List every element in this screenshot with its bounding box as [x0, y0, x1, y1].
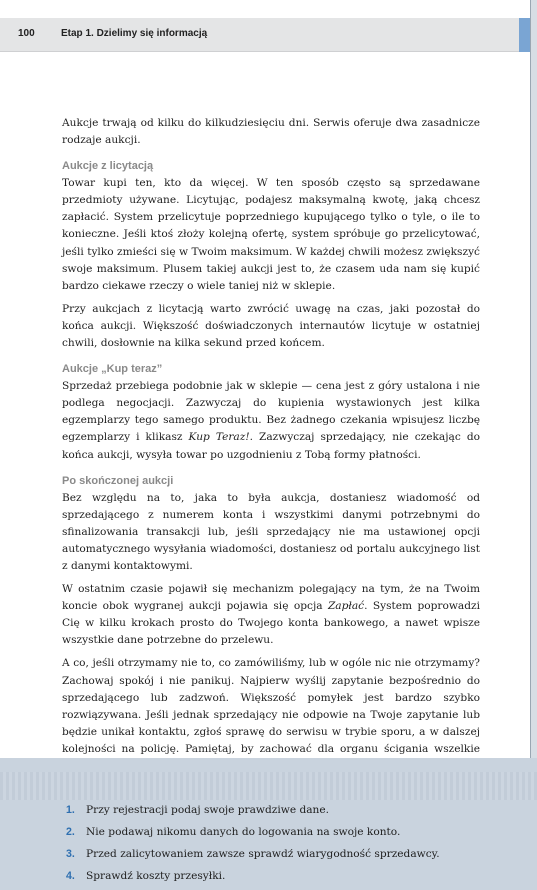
text-run: Sprzedaż przebiega podobnie jak w sklepie — cena jest z góry ustalona i nie podlega negocjacji. Zazwyczaj do kupienia wystawionych jest kilka egzemplarzy tego samego produktu. Bez żadnego czekania wpisujesz liczbę egzemplarzy i klikasz — [62, 380, 480, 444]
page-number: 100 — [18, 28, 35, 39]
viewer-bottom-area — [0, 758, 537, 800]
list-number: 1. — [66, 804, 75, 817]
po-aukcji-paragraph-2 — [62, 581, 480, 649]
list-item — [62, 802, 480, 819]
page-header — [0, 18, 530, 52]
list-item — [62, 824, 480, 841]
list-item — [62, 868, 480, 885]
viewer-bottom-strip — [0, 772, 537, 800]
heading-kup-teraz: Aukcje „Kup teraz” — [62, 363, 163, 376]
viewer-right-edge — [531, 0, 537, 758]
list-number: 3. — [66, 848, 75, 861]
heading-po-aukcji: Po skończonej aukcji — [62, 474, 174, 487]
list-text: Przy rejestracji podaj swoje prawdziwe dane. — [86, 804, 330, 817]
intro-paragraph: Aukcje trwają od kilku do kilkudziesięciu dni. Serwis oferuje dwa zasadnicze rodzaje aukcji. — [62, 117, 480, 147]
text-run: . Zazwyczaj sprzedający, nie czekając do końca aukcji, wysyła towar po uzgodnieniu z Tobą formy płatności. — [62, 431, 480, 461]
po-aukcji-paragraph-3: A co, jeśli otrzymamy nie to, co zamówiliśmy, lub w ogóle nic nie otrzymamy? Zachowaj spokój i nie panikuj. Najpierw wyślij zapytanie bezpośrednio do sprzedającego lub zadzwoń. Większość pomyłek jest bardzo szybko rozwiązywana. Jeśli jednak sprzedający nie odpowie na Twoje zapytanie lub będzie unikał kontaktu, zgłoś sprawę do serwisu w trybie sporu, a w dalszej kolejności na policję. Pamiętaj, by zachować dla organu ścigania wszelkie — [62, 657, 480, 755]
section-title: Etap 1. Dzielimy się informacją — [61, 28, 208, 39]
list-number: 4. — [66, 870, 75, 883]
po-aukcji-paragraph-1: Bez względu na to, jaka to była aukcja, dostaniesz wiadomość od sprzedającego z numerem konta i wszystkimi danymi potrzebnymi do sfinalizowania transakcji lub, jeśli sprzedający nie ma ustawionej opcji automatycznego wysyłania wiadomości, dostaniesz od portalu aukcyjnego list z danymi kontaktowymi. — [62, 491, 480, 572]
list-text: Sprawdź koszty przesyłki. — [86, 870, 226, 883]
list-number: 2. — [66, 826, 75, 839]
list-text: Nie podawaj nikomu danych do logowania na swoje konto. — [86, 826, 401, 839]
heading-licytacja: Aukcje z licytacją — [62, 160, 154, 173]
tips-list — [62, 802, 480, 885]
text-run: . System poprowadzi Cię w kilku krokach prosto do Twojego konta bankowego, a nawet wpisze wszystkie dane potrzebne do przelewu. — [62, 600, 480, 647]
list-item — [62, 846, 480, 863]
list-text: Przed zalicytowaniem zawsze sprawdź wiarygodność sprzedawcy. — [86, 848, 440, 861]
emphasis-kup-teraz: Kup Teraz! — [188, 431, 250, 444]
text-run: W ostatnim czasie pojawił się mechanizm polegający na tym, że na Twoim koncie obok wygranej aukcji pojawia się opcja — [62, 583, 480, 613]
header-tab-marker — [519, 18, 530, 52]
emphasis-zaplac: Zapłać — [327, 600, 365, 613]
kup-teraz-paragraph — [62, 378, 480, 463]
licytacja-paragraph-1: Towar kupi ten, kto da więcej. W ten sposób często są sprzedawane przedmioty używane. Licytując, podajesz maksymalną kwotę, jaką chcesz zapłacić. System przelicytuje poprzedniego kupującego tylko o tyle, o ile to konieczne. Jeśli ktoś złoży kolejną ofertę, system spróbuje go przelicytować, jeśli tylko zmieści się w Twoim maksimum. W każdej chwili możesz zwiększyć swoje maksimum. Plusem takiej aukcji jest to, że czasem uda nam się kupić bardzo ciekawe rzeczy o wiele taniej niż w sklepie. — [62, 177, 480, 292]
licytacja-paragraph-2: Przy aukcjach z licytacją warto zwrócić uwagę na czas, jaki pozostał do końca aukcji. Większość doświadczonych internautów licytuje w ostatniej chwili, dosłownie na kilka sekund przed końcem. — [62, 302, 480, 350]
